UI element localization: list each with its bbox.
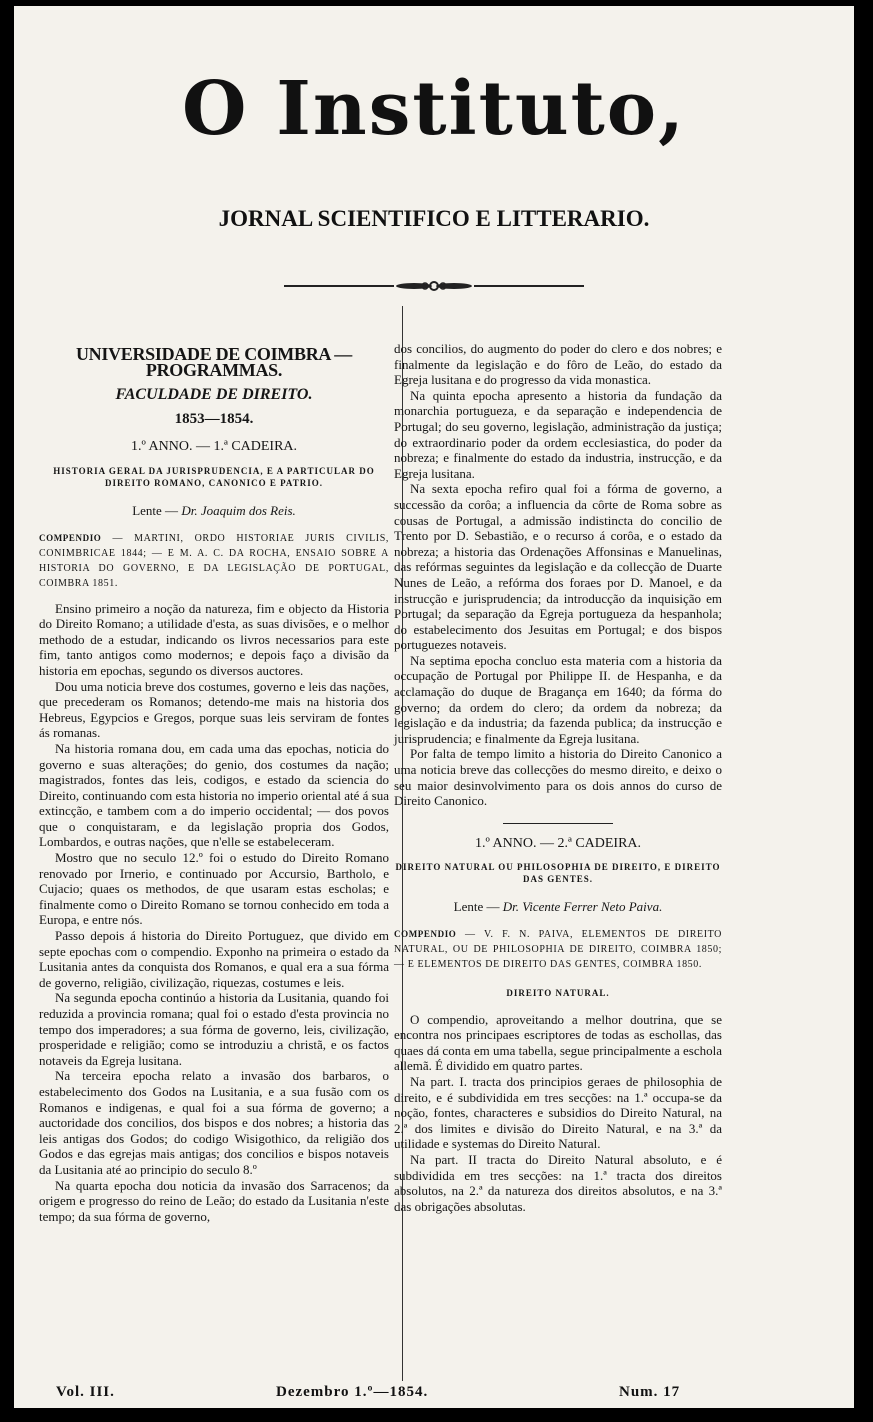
compendio-note bbox=[394, 927, 722, 972]
subsection-title: DIREITO NATURAL. bbox=[506, 988, 610, 998]
lente-line bbox=[39, 503, 389, 519]
lente-name: Dr. Vicente Ferrer Neto Paiva. bbox=[502, 899, 663, 915]
ornament-divider bbox=[284, 280, 584, 292]
masthead-subtitle: JORNAL SCIENTIFICO E LITTERARIO. bbox=[218, 206, 650, 231]
footer-date: Dezembro 1.º—1854. bbox=[276, 1384, 429, 1400]
footer-number: Num. 17 bbox=[619, 1384, 681, 1400]
compendio-label: COMPENDIO bbox=[39, 532, 102, 543]
subject-title: HISTORIA GERAL DA JURISPRUDENCIA, E A PARTICULAR DO DIREITO ROMANO, CANONICO E PATRIO. bbox=[53, 465, 375, 488]
paragraph: Passo depois á historia do Direito Portuguez, que divido em septe epochas com o compendio. Exponho na primeira o estado da Lusitania antes da conquista dos Romanos, e qual era a sua fórma de governo, religião, civilização, riquezas, costumes e leis. bbox=[39, 928, 389, 990]
compendio-text: — V. F. N. PAIVA, ELEMENTOS DE DIREITO NATURAL, OU DE PHILOSOPHIA DE DIREITO, COIMBRA 1850; — E ELEMENTOS DE DIREITO DAS GENTES, COIMBRA 1850. bbox=[394, 929, 722, 970]
paragraph: dos concilios, do augmento do poder do clero e dos nobres; e finalmente da legislação e do fôro de Leão, do estado da Egreja lusitana e do progresso da vida monastica. bbox=[394, 341, 722, 388]
compendio-label: COMPENDIO bbox=[394, 929, 457, 939]
lente-label: Lente — bbox=[132, 502, 182, 518]
paragraph: Na sexta epocha refiro qual foi a fórma de governo, a successão da corôa; a influencia da côrte de Roma sobre as cousas de Portugal, a admissão indistincta do concilio de Trento por D. Sebastião, e o recurso á corôa, e o estado da nobreza; a historia das Ordenações Affonsinas e Manuelinas, das refórmas seguintes da legislação e da collecção de Duarte Nunes de Leão, a refórma dos foraes por D. Manoel, e da instrucção e jurisprudencia; da introducção da inquisição em Portugal; da separação da Egreja portugueza da hespanhola; do estabelecimento dos Jesuitas em Portugal; e dos bispos portuguezes notaveis. bbox=[394, 481, 722, 653]
paragraph: Na septima epocha concluo esta materia com a historia da occupação de Portugal por Philippe II. de Hespanha, e da acclamação do duque de Bragança em 1640; da fórma do governo; da ordem do clero; da ordem da nobreza; da legislação e da industria; da fazenda publica; da instrucção e jurisprudencia; e finalmente da Egreja lusitana. bbox=[394, 652, 722, 746]
cadeira-title: 1.º ANNO. — 2.ª CADEIRA. bbox=[474, 835, 642, 851]
compendio-note bbox=[39, 531, 389, 591]
lente-line bbox=[394, 899, 722, 915]
right-column bbox=[394, 341, 722, 1214]
paragraph: Por falta de tempo limito a historia do Direito Canonico a uma noticia breve das collecções do mesmo direito, e deixo o seu maior desinvolvimento para os dois annos do curso de Direito Canonico. bbox=[394, 746, 722, 809]
paragraph: Mostro que no seculo 12.º foi o estudo do Direito Romano renovado por Irnerio, e continuado por Accursio, Bartholo, e Cujacio; quaes os methodos, de que usaram estas escholas; e finalmente como o Direito Romano se tornou conhecido em toda a Europa, e entre nós. bbox=[39, 850, 389, 928]
paragraph: Na part. II tracta do Direito Natural absoluto, e é subdividida em tres secções: na 1.ª tracta dos direitos absolutos, na 2.ª da natureza dos direitos absolutos, e na 3.ª das obrigações absolutas. bbox=[394, 1151, 722, 1214]
newspaper-page bbox=[14, 6, 854, 1408]
lente-name: Dr. Joaquim dos Reis. bbox=[181, 502, 296, 518]
subject-title: DIREITO NATURAL OU PHILOSOPHIA DE DIREITO, E DIREITO DAS GENTES. bbox=[395, 862, 721, 885]
paragraph: Dou uma noticia breve dos costumes, governo e leis das nações, que precederam os Romanos; detendo-me mais na historia dos Hebreus, Egypcios e Gregos, porque suas leis serviram de fontes ás romanas. bbox=[39, 678, 389, 741]
lente-label: Lente — bbox=[453, 899, 503, 915]
masthead-title: O Instituto, bbox=[182, 66, 686, 152]
footer-volume: Vol. III. bbox=[56, 1384, 115, 1400]
paragraph: Na terceira epocha relato a invasão dos barbaros, o estabelecimento dos Godos na Lusitania, e a sua fusão com os Romanos e indigenas, e qual foi a sua fórma de governo; a auctoridade dos concilios, dos bispos e dos nobres; a historia das leis antigas dos Godos; do codigo Wisigothico, da religião dos Godos e das egrejas mais antigas; dos concilios e bispos notaveis da Lusitania até ao principio do seculo 8.º bbox=[39, 1068, 389, 1177]
paragraph: Ensino primeiro a noção da natureza, fim e objecto da Historia do Direito Romano; a utilidade d'esta, as suas divisões, e o melhor methodo de a estudar, indicando os livros necessarios para este fim, tanto antigos como modernos; e depois faço a divisão da historia em epochas, segundo os diversos auctores. bbox=[39, 600, 389, 678]
paragraph: Na quarta epocha dou noticia da invasão dos Sarracenos; da origem e progresso do reino de Leão; do estado da Lusitania n'este tempo; da sua fórma de governo, bbox=[39, 1177, 389, 1224]
academic-years: 1853—1854. bbox=[174, 410, 254, 427]
paragraph: O compendio, aproveitando a melhor doutrina, que se encontra nos principaes escriptores de todas as eschollas, das quaes dá conta em uma tabella, segue principalmente a eschola allemã. É dividido em quatro partes. bbox=[394, 1011, 722, 1074]
faculty-title: FACULDADE DE DIREITO. bbox=[115, 386, 313, 404]
paragraph: Na part. I. tracta dos principios geraes de philosophia de direito, e é subdividida em tres secções: na 1.ª occupa-se da noção, fontes, characteres e subsidios do Direito Natural, na 2.ª dos limites e divisão do Direito Natural, e na 3.ª da utilidade e systemas do Direito Natural. bbox=[394, 1073, 722, 1152]
article-body bbox=[39, 601, 389, 1225]
section-rule bbox=[503, 823, 613, 824]
section-heading: UNIVERSIDADE DE COIMBRA — PROGRAMMAS. bbox=[75, 344, 353, 380]
compendio-text: — MARTINI, ORDO HISTORIAE JURIS CIVILIS, CONIMBRICAE 1844; — E M. A. C. DA ROCHA, ENSAIO SOBRE A HISTORIA DO GOVERNO, E DA LEGISLAÇÃO DE PORTUGAL, COIMBRA 1851. bbox=[39, 532, 389, 589]
paragraph: Na quinta epocha apresento a historia da fundação da monarchia portugueza, e da separação e independencia de Portugal; do seu governo, legislação, administração da justiça; do extraordinario poder da ordem ecclesiastica, do poder da nobreza; e finalmente do estado da industria, instrucção, e da Egreja lusitana. bbox=[394, 387, 722, 481]
paragraph: Na segunda epocha continúo a historia da Lusitania, quando foi reduzida a provincia romana; qual foi o estado d'esta provincia no tempo dos imperadores; a sua fórma de governo, leis, civilização, prosperidade e religião; como se introduziu a christã, e os factos notaveis da Egreja lusitana. bbox=[39, 990, 389, 1068]
cadeira-title: 1.º ANNO. — 1.ª CADEIRA. bbox=[130, 439, 298, 455]
article-body bbox=[394, 1012, 722, 1215]
left-column bbox=[39, 341, 389, 1224]
paragraph: Na historia romana dou, em cada uma das epochas, noticia do governo e suas alterações; do genio, dos costumes da nação; magistrados, fontes das leis, codigos, e estado da sciencia do Direito, continuando com esta historia no imperio oriental até á sua extincção, e tambem com a do imperio occidental; — dos povos que o conquistaram, e da legislação propria dos Godos, Lombardos, e outras nações, que n'elle se estabeleceram. bbox=[39, 740, 389, 850]
